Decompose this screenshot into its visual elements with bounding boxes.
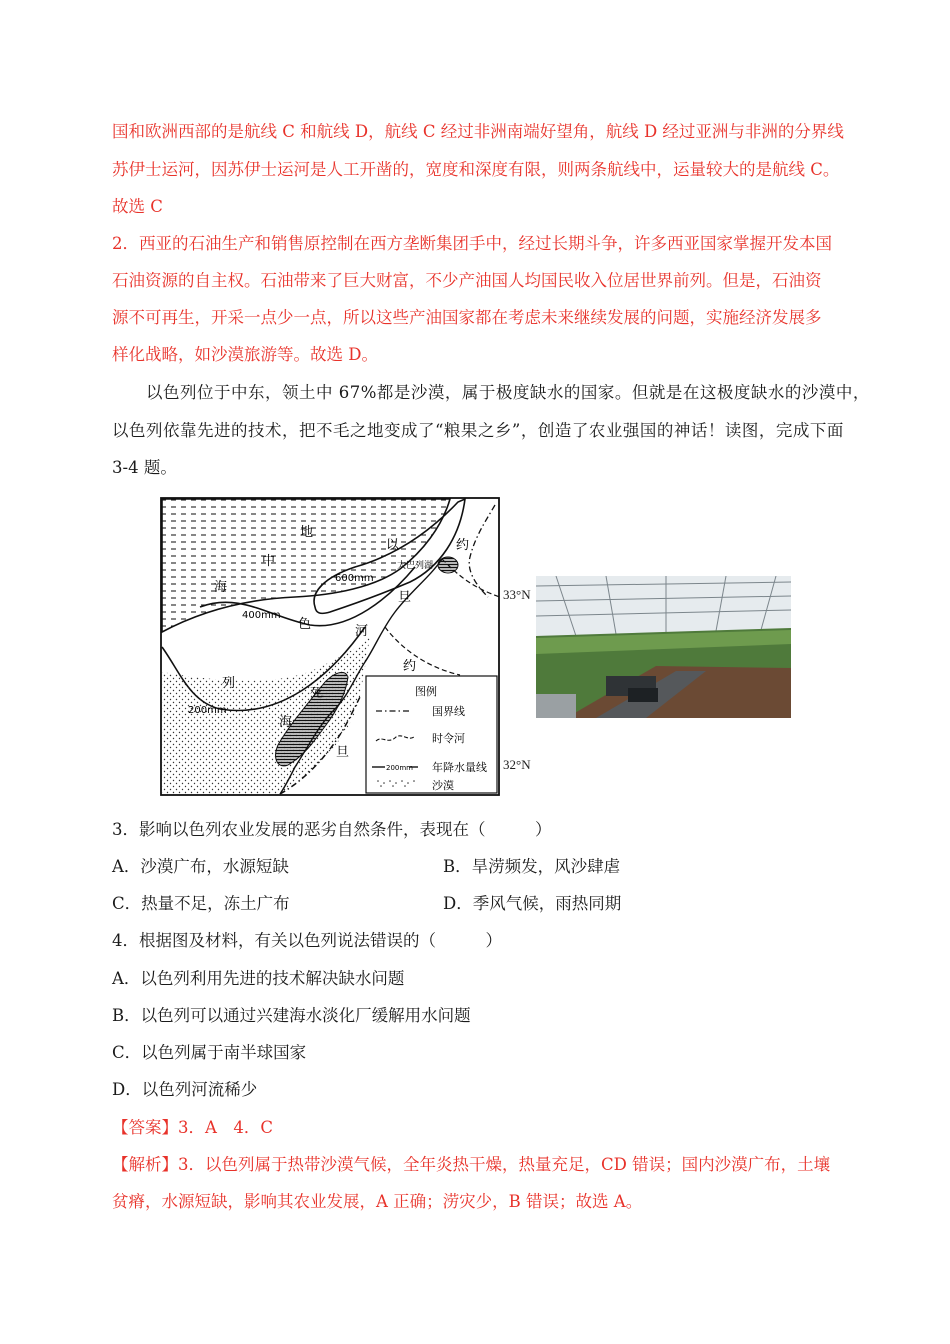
label-dan2: 旦 [336, 745, 350, 760]
label-hai2: 海 [279, 715, 293, 730]
q3-option-c: C．热量不足，冻土广布 [112, 894, 290, 913]
label-di: 地 [300, 525, 314, 540]
q4-option-c: C．以色列属于南半球国家 [112, 1043, 307, 1062]
legend-river: 时令河 [432, 732, 465, 745]
q3-option-d: D．季风气候，雨热同期 [443, 894, 622, 913]
legend-iso-sample: 200mm [386, 764, 413, 772]
q4-option-a: A．以色列利用先进的技术解决缺水问题 [112, 969, 405, 988]
analysis-line: 【解析】3．以色列属于热带沙漠气候，全年炎热干燥，热量充足，CD 错误；国内沙漠广布，土壤 [112, 1155, 831, 1174]
answer-line: 【答案】3．A 4．C [112, 1118, 274, 1137]
q3-stem: 3．影响以色列农业发展的恶劣自然条件，表现在（ ） [112, 820, 552, 839]
label-se: 色 [298, 617, 312, 632]
label-400mm: 400mm [242, 610, 281, 621]
intro-line: 以色列依靠先进的技术，把不毛之地变成了“粮果之乡”，创造了农业强国的神话！读图，完成下面 [112, 421, 844, 440]
q3-option-b: B．旱涝频发，风沙肆虐 [443, 857, 621, 876]
lat-33-label: 33°N [503, 587, 531, 602]
lake-tiberias [438, 557, 458, 573]
explanation-line: 石油资源的自主权。石油带来了巨大财富，不少产油国人均国民收入位居世界前列。但是，石油资 [112, 271, 822, 290]
label-si: 死 [310, 686, 324, 701]
label-200mm: 200mm [188, 705, 227, 716]
legend-isoline: 年降水量线 [432, 761, 487, 774]
analysis-line: 贫瘠，水源短缺，影响其农业发展，A 正确；涝灾少，B 错误；故选 A。 [112, 1192, 643, 1211]
explanation-line: 样化战略，如沙漠旅游等。故选 D。 [112, 345, 378, 364]
q4-stem: 4．根据图及材料，有关以色列说法错误的（ ） [112, 931, 502, 950]
label-he: 河 [355, 624, 369, 639]
label-lie: 列 [222, 676, 236, 691]
label-yi: 以 [386, 538, 400, 553]
label-600mm: 600mm [335, 573, 374, 584]
map-legend [366, 676, 497, 793]
explanation-line: 苏伊士运河，因苏伊士运河是人工开凿的，宽度和深度有限，则两条航线中，运量较大的是航线 C。 [112, 160, 840, 179]
q3-option-a: A．沙漠广布，水源短缺 [112, 857, 289, 876]
label-zhong: 中 [262, 554, 276, 569]
explanation-line: 国和欧洲西部的是航线 C 和航线 D，航线 C 经过非洲南端好望角，航线 D 经过亚洲与非洲的分界线 [112, 122, 844, 141]
intro-line: 以色列位于中东，领土中 67%都是沙漠，属于极度缺水的国家。但就是在这极度缺水的沙漠中， [146, 383, 870, 402]
legend-border: 国界线 [432, 705, 465, 718]
legend-desert: 沙漠 [432, 779, 454, 792]
label-yue1: 约 [456, 538, 470, 553]
label-hai: 海 [214, 580, 228, 595]
label-yue2: 约 [403, 659, 417, 674]
label-dan1: 旦 [398, 590, 412, 605]
explanation-line: 2．西亚的石油生产和销售原控制在西方垄断集团手中，经过长期斗争，许多西亚国家掌握开发本国 [112, 234, 832, 253]
explanation-line: 源不可再生，开采一点少一点，所以这些产油国家都在考虑未来继续发展的问题，实施经济发展多 [112, 308, 822, 327]
q4-option-d: D．以色列河流稀少 [112, 1080, 258, 1099]
lat-32-label: 32°N [503, 757, 531, 772]
label-lake: 太巴列湖 [397, 561, 434, 571]
greenhouse-photo [536, 576, 791, 718]
israel-map [160, 497, 500, 796]
explanation-line: 故选 C [112, 197, 163, 216]
legend-title: 图例 [415, 685, 437, 698]
intro-line: 3-4 题。 [112, 458, 177, 477]
q4-option-b: B．以色列可以通过兴建海水淡化厂缓解用水问题 [112, 1006, 471, 1025]
